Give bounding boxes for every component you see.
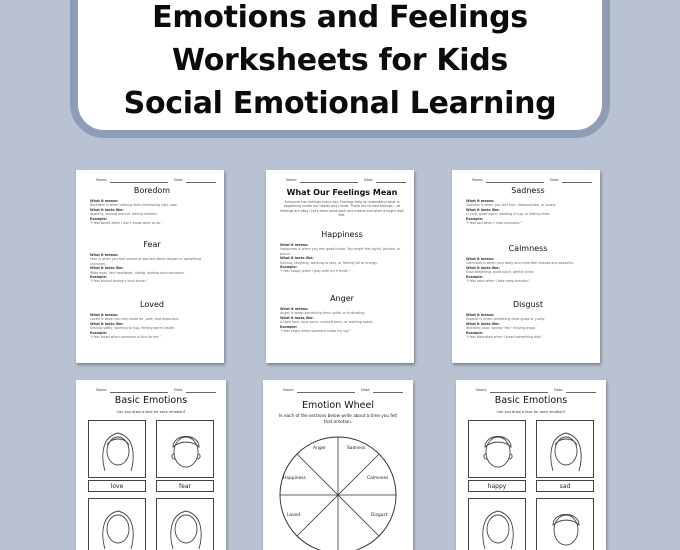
example-label: Example: [280,324,298,329]
wheel-segment-disgust: Disgust [371,513,388,518]
example-label: Example: [466,274,484,279]
means-text: Fear is when you feel scared or worried about danger or something unknown. [90,257,202,266]
date-label: Date [554,388,563,392]
page-subtitle: Can you draw a face for each emotion? [116,410,186,414]
section-title: Fear [143,240,161,249]
means-label: What it means: [90,199,119,203]
section-happiness [280,230,404,274]
section-calmness [466,244,590,283]
name-line [110,392,168,393]
girl-face-outline-icon [89,499,147,550]
looks-text: Smiling, laughing, wanting to play, or feeling full of energy. [280,260,378,265]
face-box-boy[interactable] [536,498,594,550]
means-text: Sadness is when you feel hurt, disappointed, or lonely. [466,203,557,208]
means-label: What it means: [466,313,495,317]
date-line [376,182,406,183]
looks-text: Wide eyes, fast heartbeat, hiding, holding onto someone. [90,270,185,275]
name-line [490,392,548,393]
emotion-label-box: sad [536,480,594,492]
means-label: What it means: [466,257,495,261]
girl-face-outline-icon [469,499,527,550]
example-label: Example: [90,216,108,221]
section-title: Happiness [321,230,363,239]
emotion-label-box: love [88,480,146,492]
example-text: "I feel angry when someone takes my toy." [280,329,351,334]
date-label: Date [550,178,559,182]
name-label: Name [283,388,294,392]
name-line [110,182,168,183]
boy-face-outline-icon [157,421,215,479]
example-label: Example: [90,275,108,280]
face-box-girl[interactable] [88,420,146,478]
girl-face-outline-icon [157,499,215,550]
looks-label: What it looks like: [466,321,500,326]
emotion-label-box: happy [468,480,526,492]
girl-face-outline-icon [89,421,147,479]
face-box-girl[interactable] [536,420,594,478]
looks-label: What it looks like: [466,265,500,270]
means-label: What it means: [280,307,309,311]
means-label: What it means: [466,199,495,203]
wheel-segment-loved: Loved [287,513,301,518]
looks-text: Crying, quiet voice, wanting a hug, or feeling tired. [466,212,551,217]
page-title: Basic Emotions [494,395,568,406]
name-line [300,182,358,183]
date-line [373,392,403,393]
emotion-label-box: fear [156,480,214,492]
page-title: What Our Feelings Mean [286,188,398,197]
worksheet-basic-emotions-1[interactable] [76,380,226,550]
page-title: Basic Emotions [114,395,188,406]
date-line [562,182,592,183]
means-label: What it means: [90,313,119,317]
page-subtitle: Can you draw a face for each emotion? [496,410,566,414]
means-text: Boredom is when nothing feels interesting right now. [90,203,178,208]
example-text: "I feel bored when I don't know what to do." [90,221,163,226]
means-text: Happiness is when you feel good inside. You might feel joyful, excited, or proud. [280,247,401,256]
wheel-segment-sadness: Sadness [347,446,366,451]
date-label: Date [174,388,183,392]
example-label: Example: [90,330,108,335]
section-disgust [466,300,590,339]
wheel-segment-anger: Anger [313,446,327,451]
means-text: Calmness is when your body and mind feel relaxed and peaceful. [466,261,574,266]
date-line [186,392,216,393]
example-label: Example: [466,216,484,221]
instructions: In each of the sections below write about a time you felt that emotion. [278,413,398,424]
example-text: "I feel happy when I play with my friends." [280,269,351,274]
girl-face-outline-icon [537,421,595,479]
face-box-girl[interactable] [156,498,214,550]
banner-line-3: Social Emotional Learning [123,86,557,121]
looks-label: What it looks like: [90,266,124,271]
intro-text: Everyone has feelings every day. Feelings help us understand what is happening inside our hearts and minds. There are no bad feelings – all feelings are okay! Let's learn what each one means and what it might look like. [280,200,404,218]
date-label: Date [174,178,183,182]
looks-text: A tight face, loud voice, crossed arms, or wanting space. [280,320,374,325]
name-label: Name [96,178,107,182]
means-text: Loved is when you feel cared for, safe, and important. [90,317,180,322]
means-text: Anger is when something feels unfair or frustrating. [280,311,366,316]
name-line [486,182,544,183]
boy-face-outline-icon [469,421,527,479]
section-title: Boredom [133,186,171,195]
worksheet-boredom-fear-loved[interactable] [76,170,224,363]
date-line [186,182,216,183]
section-sadness [466,186,590,225]
means-label: What it means: [280,243,309,247]
looks-label: What it looks like: [90,321,124,326]
name-label: Name [476,388,487,392]
means-label: What it means: [90,253,119,257]
looks-label: What it looks like: [90,207,124,212]
face-box-boy[interactable] [156,420,214,478]
looks-text: Smiling softly, wanting to hug, feeling warm inside. [90,326,175,331]
face-box-girl[interactable] [468,498,526,550]
banner-line-1: Emotions and Feelings [152,0,528,35]
example-label: Example: [466,330,484,335]
section-title: Disgust [512,300,543,309]
wheel-segment-happiness: Happiness [283,476,306,481]
example-text: "I feel scared during a loud storm." [90,279,148,284]
section-boredom [90,186,214,225]
section-loved [90,300,214,339]
banner-line-2: Worksheets for Kids [172,43,508,78]
name-line [297,392,355,393]
section-title: Anger [330,294,354,303]
looks-label: What it looks like: [280,315,314,320]
example-text: "I feel loved when someone is kind to me." [90,335,161,340]
date-line [566,392,596,393]
example-label: Example: [280,265,298,270]
example-text: "I feel sad when I miss someone." [466,221,522,226]
name-label: Name [96,388,107,392]
name-label: Name [286,178,297,182]
name-label: Name [472,178,483,182]
section-title: Loved [140,300,164,309]
face-box-girl[interactable] [88,498,146,550]
looks-text: Yawning, staring around, feeling restless. [90,212,158,217]
example-text: "I feel disgusted when I smell something bad." [466,335,543,340]
intro-section [280,188,404,224]
title-banner [70,0,610,138]
worksheet-basic-emotions-2[interactable] [456,380,606,550]
worksheet-emotion-wheel[interactable] [263,380,413,550]
looks-text: Slow breathing, quiet voice, gentle smile. [466,270,535,275]
section-anger [280,294,404,333]
section-fear [90,240,214,284]
looks-label: What it looks like: [280,256,314,261]
date-label: Date [364,178,373,182]
date-label: Date [361,388,370,392]
means-text: Disgust is when something feels gross or yucky. [466,317,545,322]
worksheet-sadness-calmness-disgust[interactable] [452,170,600,363]
looks-label: What it looks like: [466,207,500,212]
page-title: Emotion Wheel [301,400,375,411]
worksheet-what-our-feelings-mean[interactable] [266,170,414,363]
wheel-segment-calmness: Calmness [367,476,389,481]
section-title: Calmness [508,244,548,253]
emotion-wheel[interactable] [278,435,398,550]
looks-text: Wrinkled nose, saying "ew," moving away. [466,326,536,331]
face-box-boy[interactable] [468,420,526,478]
boy-face-outline-icon [537,499,595,550]
section-title: Sadness [511,186,545,195]
example-text: "I feel calm when I take deep breaths." [466,279,531,284]
